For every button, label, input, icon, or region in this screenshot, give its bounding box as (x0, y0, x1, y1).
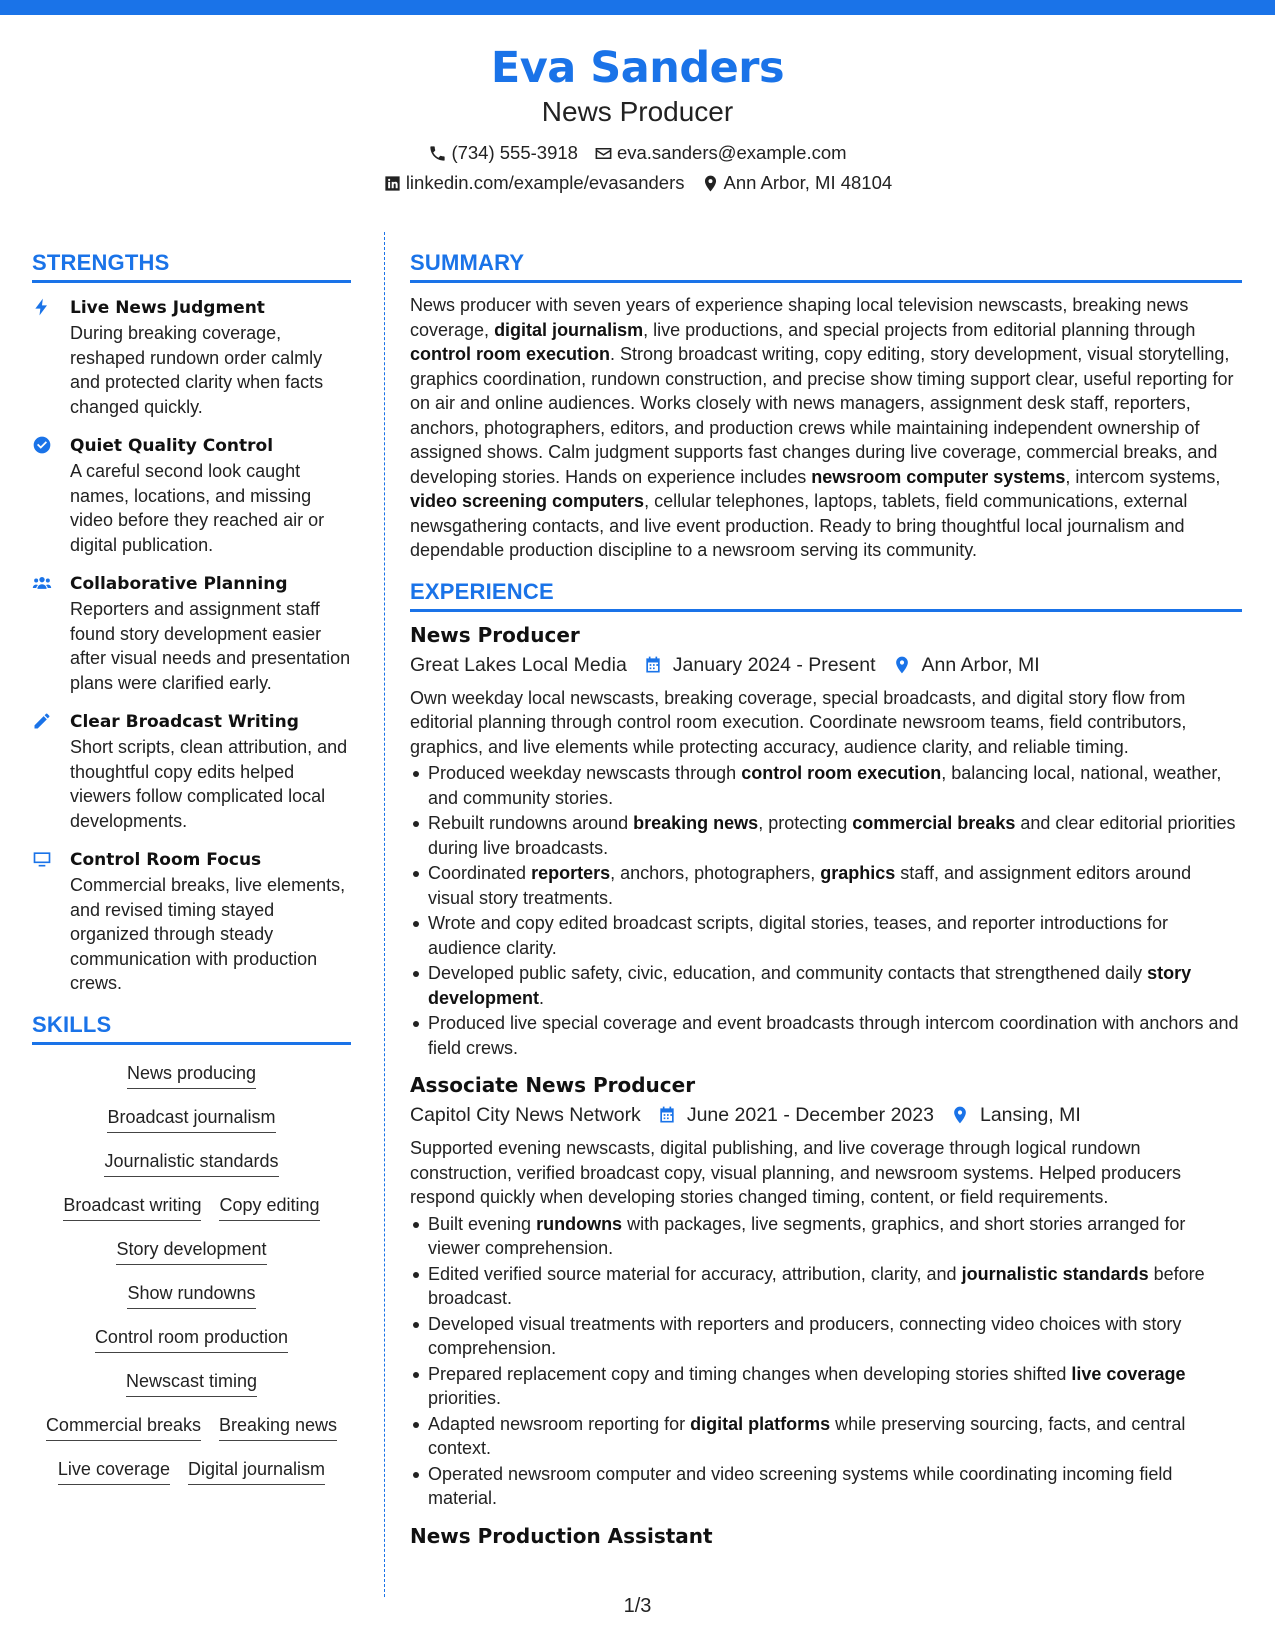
strength-icon-wrap (32, 847, 70, 996)
job-company: Great Lakes Local Media (410, 653, 627, 676)
strength-title: Quiet Quality Control (70, 436, 274, 456)
skill-tag: Show rundowns (127, 1279, 255, 1309)
skills-list (32, 1059, 351, 1485)
job-location-wrap (950, 1100, 1081, 1130)
strength-item (32, 847, 351, 996)
skill-row (32, 1147, 351, 1177)
contact-row-2 (0, 168, 1275, 198)
skill-row (32, 1279, 351, 1309)
strength-body (70, 295, 351, 419)
strength-desc: A careful second look caught names, locations, and missing video before they reached air or digital publication. (70, 461, 325, 555)
job-dates-wrap (643, 650, 876, 680)
top-accent-bar (0, 0, 1275, 15)
left-column (32, 248, 351, 1499)
skill-row (32, 1059, 351, 1089)
strength-title: Control Room Focus (70, 850, 262, 870)
strength-desc: Commercial breaks, live elements, and revised timing stayed organized through steady communication with production crews. (70, 875, 346, 993)
job-bullets (410, 1212, 1242, 1511)
skill-tag: Newscast timing (126, 1367, 257, 1397)
strength-icon-wrap (32, 433, 70, 557)
calendar-icon (643, 655, 663, 675)
job-bullet: Wrote and copy edited broadcast scripts, digital stories, teases, and reporter introductions for audience clarity. (410, 911, 1242, 960)
linkedin-text: linkedin.com/example/evasanders (405, 172, 685, 193)
job-bullet: Built evening rundowns with packages, live segments, graphics, and short stories arranged for viewer comprehension. (410, 1212, 1242, 1261)
skill-tag: Control room production (95, 1323, 288, 1353)
strength-desc: Reporters and assignment staff found story development easier after visual needs and presentation plans were clarified early. (70, 599, 351, 693)
strength-item (32, 433, 351, 557)
pencil-icon (32, 711, 52, 731)
skill-row (32, 1455, 351, 1485)
skill-tag: Digital journalism (188, 1455, 325, 1485)
envelope-icon (594, 144, 613, 163)
skill-row (32, 1103, 351, 1133)
job-title: News Producer (410, 622, 580, 647)
skill-row (32, 1235, 351, 1265)
map-pin-icon (892, 655, 912, 675)
skill-row (32, 1323, 351, 1353)
skill-tag: Journalistic standards (104, 1147, 278, 1177)
job-bullet: Adapted newsroom reporting for digital platforms while preserving sourcing, facts, and central context. (410, 1412, 1242, 1461)
skill-tag: Story development (116, 1235, 266, 1265)
strength-icon-wrap (32, 295, 70, 419)
experience-list (410, 620, 1242, 1511)
strength-body (70, 433, 351, 557)
map-pin-icon (950, 1105, 970, 1125)
skill-row (32, 1367, 351, 1397)
strength-item (32, 571, 351, 695)
skill-tag: Copy editing (219, 1191, 319, 1221)
job-bullet: Edited verified source material for accuracy, attribution, clarity, and journalistic standards before broadcast. (410, 1262, 1242, 1311)
phone-text: (734) 555-3918 (451, 142, 578, 163)
skill-tag: News producing (127, 1059, 256, 1089)
contact-row-1 (0, 138, 1275, 168)
job-location: Ann Arbor, MI (921, 653, 1040, 676)
strength-title: Collaborative Planning (70, 574, 288, 594)
calendar-icon (657, 1105, 677, 1125)
strength-title: Live News Judgment (70, 298, 265, 318)
summary-text: News producer with seven years of experience shaping local television newscasts, breaking news coverage, digital journalism, live productions, and special projects from editorial planning through control room execution. Strong broadcast writing, copy editing, story development, visual storytelling, graphics coordination, rundown construction, and precise show timing support clear, useful reporting for on air and online audiences. Works closely with news managers, assignment desk staff, reporters, anchors, photographers, editors, and production crews while maintaining independent ownership of assigned shows. Calm judgment supports fast changes during live coverage, commercial breaks, and developing stories. Hands on experience includes newsroom computer systems, intercom systems, video screening computers, cellular telephones, laptops, tablets, field communications, external newsgathering contacts, and live event production. Ready to bring thoughtful local journalism and dependable production discipline to a newsroom serving its community. (410, 295, 1234, 560)
check-circle-icon (32, 435, 52, 455)
job-entry (410, 1070, 1242, 1511)
linkedin-contact[interactable] (383, 168, 685, 198)
next-job-title: News Production Assistant (410, 1523, 713, 1548)
email-contact[interactable] (594, 138, 847, 168)
job-bullet: Operated newsroom computer and video screening systems while coordinating incoming field material. (410, 1462, 1242, 1511)
job-entry (410, 620, 1242, 1061)
phone-contact[interactable] (428, 138, 578, 168)
job-bullet: Rebuilt rundowns around breaking news, protecting commercial breaks and clear editorial priorities during live broadcasts. (410, 811, 1242, 860)
strength-body (70, 709, 351, 833)
bolt-icon (32, 297, 52, 317)
strength-desc: During breaking coverage, reshaped rundown order calmly and protected clarity when facts changed quickly. (70, 323, 324, 417)
skill-row (32, 1411, 351, 1441)
skill-row (32, 1191, 351, 1221)
skills-heading: SKILLS (32, 1010, 351, 1045)
skill-tag: Broadcast journalism (107, 1103, 275, 1133)
phone-icon (428, 144, 447, 163)
right-column (410, 248, 1242, 1551)
job-bullet: Coordinated reporters, anchors, photographers, graphics staff, and assignment editors around visual story treatments. (410, 861, 1242, 910)
job-bullet: Produced weekday newscasts through control room execution, balancing local, national, weather, and community stories. (410, 761, 1242, 810)
users-icon (32, 573, 52, 593)
job-description: Supported evening newscasts, digital publishing, and live coverage through logical rundown construction, verified broadcast copy, visual planning, and newsroom systems. Helped producers respond quickly when developing stories changed timing, content, or field requirements. (410, 1138, 1182, 1207)
summary-heading: SUMMARY (410, 248, 1242, 283)
strength-title: Clear Broadcast Writing (70, 712, 299, 732)
job-company: Capitol City News Network (410, 1104, 641, 1126)
location-text: Ann Arbor, MI 48104 (723, 172, 893, 193)
experience-heading: EXPERIENCE (410, 577, 1242, 612)
resume-header (0, 42, 1275, 198)
column-divider (384, 232, 385, 1597)
strength-body (70, 847, 351, 996)
strength-item (32, 709, 351, 833)
job-title: Associate News Producer (410, 1073, 696, 1097)
strength-desc: Short scripts, clean attribution, and thoughtful copy edits helped viewers follow complicated local developments. (70, 737, 348, 831)
strength-item (32, 295, 351, 419)
candidate-role: News Producer (541, 96, 734, 127)
map-pin-icon (701, 174, 720, 193)
skill-tag: Live coverage (58, 1455, 170, 1485)
strength-icon-wrap (32, 709, 70, 833)
skill-tag: Broadcast writing (63, 1191, 201, 1221)
skill-tag: Breaking news (219, 1411, 337, 1441)
job-meta (410, 1100, 1242, 1130)
job-bullet: Developed visual treatments with reporters and producers, connecting video choices with story comprehension. (410, 1312, 1242, 1361)
linkedin-icon (383, 174, 402, 193)
job-dates-wrap (657, 1100, 934, 1130)
strengths-heading: STRENGTHS (32, 248, 351, 283)
job-bullets (410, 761, 1242, 1060)
strengths-list (32, 295, 351, 996)
page-number: 1/3 (623, 1595, 652, 1617)
job-dates: June 2021 - December 2023 (686, 1104, 934, 1126)
job-location: Lansing, MI (979, 1104, 1081, 1126)
job-dates: January 2024 - Present (672, 653, 876, 676)
job-meta (410, 650, 1242, 680)
monitor-icon (32, 849, 52, 869)
skill-tag: Commercial breaks (46, 1411, 201, 1441)
job-bullet: Prepared replacement copy and timing changes when developing stories shifted live coverage priorities. (410, 1362, 1242, 1411)
job-location-wrap (892, 650, 1040, 680)
strength-icon-wrap (32, 571, 70, 695)
candidate-name: Eva Sanders (490, 43, 785, 93)
job-bullet: Developed public safety, civic, education, and community contacts that strengthened daily story development. (410, 961, 1242, 1010)
job-bullet: Produced live special coverage and event broadcasts through intercom coordination with anchors and field crews. (410, 1011, 1242, 1060)
job-description: Own weekday local newscasts, breaking coverage, special broadcasts, and digital story flow from editorial planning through control room execution. Coordinate newsroom teams, field contributors, graphics, and live elements while protecting accuracy, audience clarity, and reliable timing. (410, 687, 1187, 757)
email-text: eva.sanders@example.com (616, 142, 847, 163)
location-contact (701, 168, 893, 198)
strength-body (70, 571, 351, 695)
